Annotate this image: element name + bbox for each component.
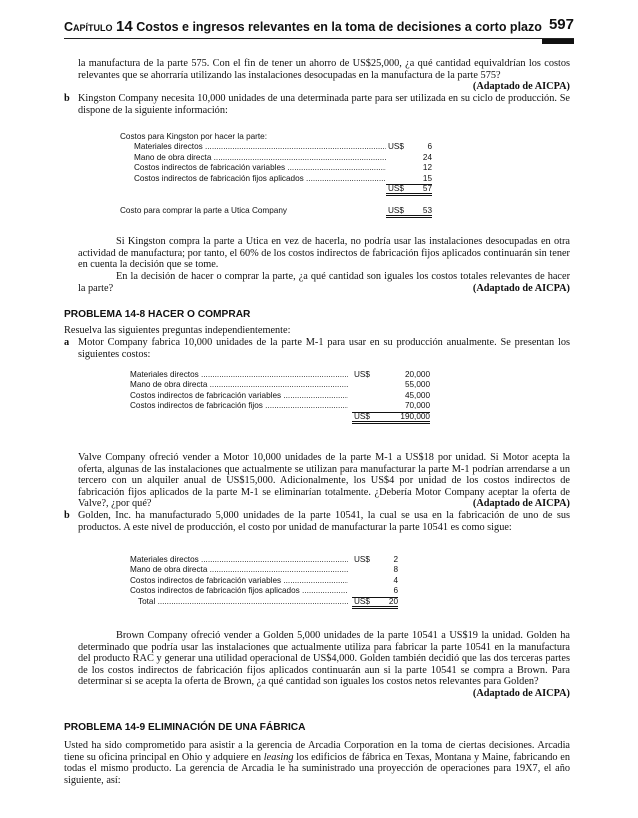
problem-intro: Resuelva las siguientes preguntas independientemente:: [64, 325, 291, 336]
table-total-row: US$ 190,000: [130, 412, 430, 422]
table-row: Materiales directos ..... US$ 6: [120, 142, 432, 152]
paragraph-text: Si Kingston compra la parte a Utica en vez de hacerla, no podría usar las instalaciones desocupadas en otra actividad de manufactura; por tanto, el 60% de los costos indirectos de fabricación fijos aplicados continuarán sin tener en cuenta la decisión que se tome.: [78, 236, 570, 271]
paragraph-text: En la decisión de hacer o comprar la parte, ¿a qué cantidad son iguales los costos totales relevantes de hacer la parte?: [78, 271, 570, 294]
table-row: Costos indirectos de fabricación fijos aplicados ..... 15: [120, 174, 432, 184]
table-row: Costos indirectos de fabricación variables ..... 4: [130, 576, 398, 586]
chapter-number: 14: [116, 18, 133, 35]
paragraph-question: [78, 271, 570, 294]
problem-14-8-heading: PROBLEMA 14-8 HACER O COMPRAR: [64, 309, 251, 320]
item-marker-b2: b: [64, 510, 70, 521]
kingston-cost-table: [120, 132, 432, 217]
header-rule: [64, 38, 574, 39]
table-row: Costos indirectos de fabricación variables ..... 12: [120, 163, 432, 173]
table-row: Costos indirectos de fabricación fijos ..... 70,000: [130, 401, 430, 411]
table-row-buy: Costo para comprar la parte a Utica Company US$ 53: [120, 206, 432, 216]
source-note: (Adaptado de AICPA): [472, 498, 570, 510]
chapter-heading: Costos e ingresos relevantes en la toma de decisiones a corto plazo: [136, 20, 542, 34]
table-row: Costos indirectos de fabricación variables ..... 45,000: [130, 391, 430, 401]
table-total-row: US$ 57: [120, 184, 432, 194]
page-number: 597: [548, 16, 574, 33]
paragraph-arcadia: Usted ha sido comprometido para asistir a la gerencia de Arcadia Corporation en la toma de ciertas decisiones. Arcadia tiene su oficina principal en Ohio y adquiere en leasing los edificios de fábrica en Texas, Montana y Maine, fabricando en todas el mismo producto. La gerencia de Arcadia le ha suministrado una proyección de operaciones para 19X7, el año siguiente, así:: [64, 740, 570, 786]
paragraph-text: la manufactura de la parte 575. Con el fin de tener un ahorro de US$25,000, ¿a qué cantidad equivaldrían los costos relevantes que se ahorraría utilizando las instalaciones desocupadas en la manufactura de la parte 575?: [78, 58, 570, 81]
paragraph-text: Kingston Company necesita 10,000 unidades de una determinada parte para ser utilizada en su ciclo de producción. Se dispone de la siguiente información:: [78, 93, 570, 116]
paragraph-a-continued: [78, 58, 570, 93]
table-row: Costos indirectos de fabricación fijos aplicados ..... 6: [130, 586, 398, 596]
source-note: (Adaptado de AICPA): [472, 81, 570, 93]
chapter-label: Capítulo: [64, 20, 113, 34]
table-row: Mano de obra directa ..... 55,000: [130, 380, 430, 390]
item-marker-b: b: [64, 93, 70, 104]
header-bar: [542, 39, 574, 44]
source-note: (Adaptado de AICPA): [472, 282, 570, 294]
item-marker-a: a: [64, 337, 70, 348]
motor-cost-table: [130, 370, 430, 422]
paragraph-motor: Motor Company fabrica 10,000 unidades de la parte M-1 para usar en su producción anualmente. Se presentan los siguientes costos:: [78, 337, 570, 360]
table-row: Materiales directos ..... US$ 2: [130, 555, 398, 565]
paragraph-kingston: [78, 236, 570, 271]
paragraph-golden: Golden, Inc. ha manufacturado 5,000 unidades de la parte 10541, la cual se usa en la fabricación de uno de sus productos. A este nivel de producción, el costo por unidad de manufacturar la parte 10541 es como sigue:: [78, 510, 570, 533]
source-note: (Adaptado de AICPA): [472, 687, 570, 699]
table-row: Mano de obra directa ..... 8: [130, 565, 398, 575]
paragraph-brown: Brown Company ofreció vender a Golden 5,000 unidades de la parte 10541 a US$19 la unidad. Golden ha determinado que podría usar las instalaciones que actualmente utiliza para fabricar la parte 10541 en la manufactura del producto RAC y generar una utilidad operacional de US$4,000. Golden también decidió que las dos terceras partes de los costos indirectos de fabricación fijos aplicados continuarán aun si la parte 10541 se compra a Brown. Para determinar si se acepta la oferta de Brown, ¿a qué cantidad son iguales los costos netos relevantes para Golden? (Adaptado de AICPA): [78, 630, 570, 699]
table-row: Materiales directos ..... US$ 20,000: [130, 370, 430, 380]
page-header: [64, 14, 574, 40]
chapter-title: [64, 18, 542, 35]
table-heading: Costos para Kingston por hacer la parte:: [120, 132, 268, 141]
problem-14-9-heading: PROBLEMA 14-9 ELIMINACIÓN DE UNA FÁBRICA: [64, 722, 306, 733]
golden-cost-table: [130, 555, 398, 607]
paragraph-valve: Valve Company ofreció vender a Motor 10,000 unidades de la parte M-1 a US$18 por unidad. Si Motor acepta la oferta, algunas de las instalaciones que actualmente se utilizan para manufacturar la parte M-1 podrían arrendarse a un tercero con un alquiler anual de US$15,000. Adicionalmente, los US$4 por unidad de los costos indirectos de fabricación fijos aplicados de la parte M-1 se eliminarían totalmente. ¿Debería Motor Company aceptar la oferta de Valve?, ¿por qué? (Adaptado de AICPA): [78, 452, 570, 510]
table-row: Mano de obra directa ..... 24: [120, 153, 432, 163]
table-total-row: Total ..... US$ 20: [130, 597, 398, 607]
paragraph-b: [78, 93, 570, 116]
